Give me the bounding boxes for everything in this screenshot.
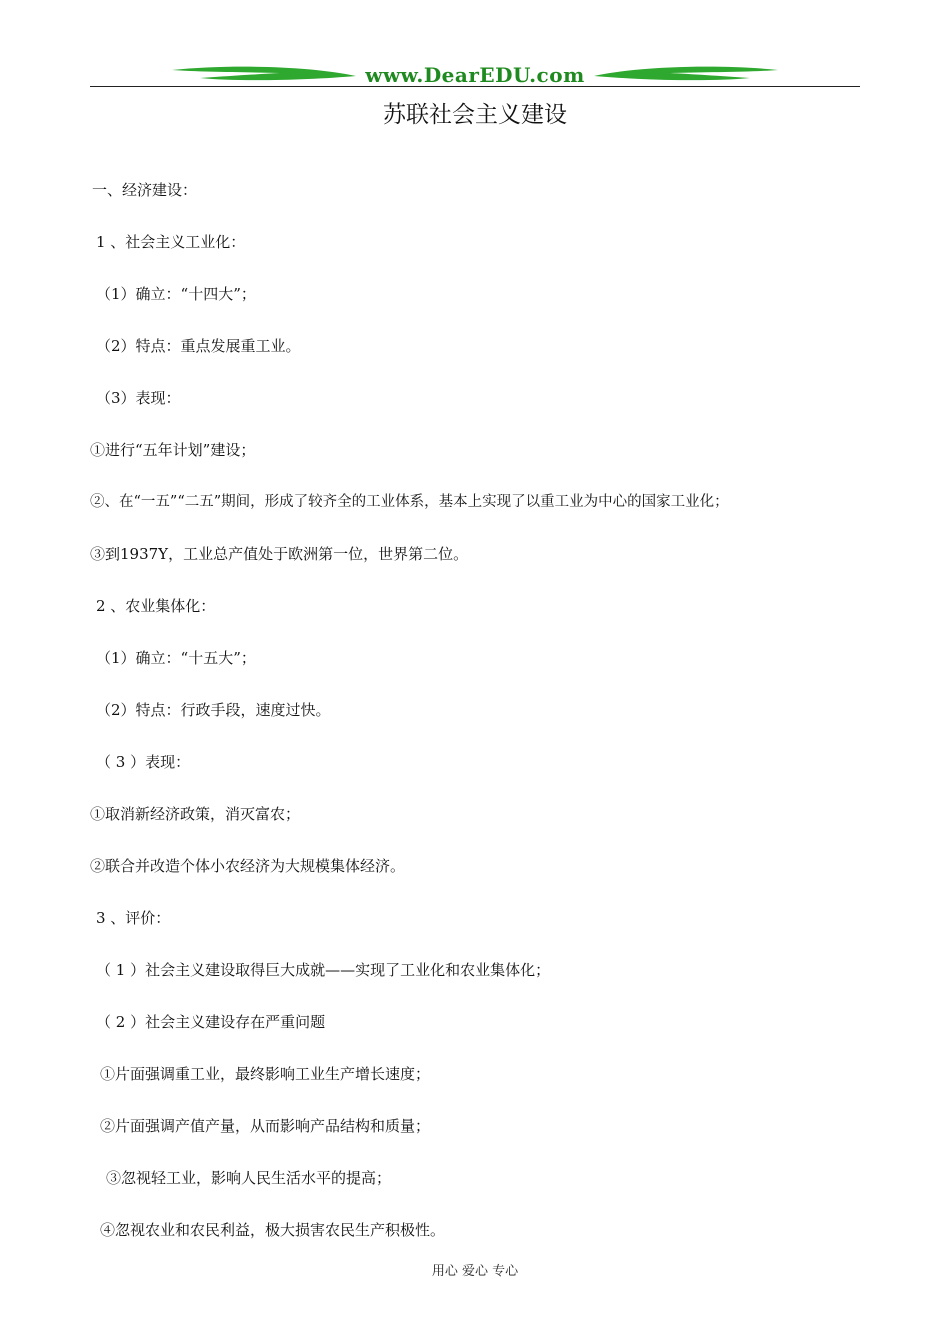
subsection-heading: 2 、农业集体化： xyxy=(96,597,216,615)
document-title: 苏联社会主义建设 xyxy=(383,102,567,128)
text-line: ②片面强调产值产量，从而影响产品结构和质量； xyxy=(100,1117,431,1135)
text-line: （ 1 ）社会主义建设取得巨大成就——实现了工业化和农业集体化； xyxy=(96,961,551,979)
text-line: （ 3 ）表现： xyxy=(96,753,191,771)
text-line: ①取消新经济政策，消灭富农； xyxy=(90,805,301,823)
subsection-heading: 1 、社会主义工业化： xyxy=(96,233,246,251)
page-footer: 用心 爱心 专心 xyxy=(431,1264,519,1279)
text-line: （3）表现： xyxy=(96,389,181,407)
text-line: （1）确立：“十四大”； xyxy=(96,285,256,303)
text-line: （ 2 ）社会主义建设存在严重问题 xyxy=(96,1013,326,1031)
subsection-heading: 3 、评价： xyxy=(96,909,171,927)
section-heading: 一、经济建设： xyxy=(92,181,198,199)
text-line: ①片面强调重工业，最终影响工业生产增长速度； xyxy=(100,1065,431,1083)
text-line: ③忽视轻工业，影响人民生活水平的提高； xyxy=(106,1169,392,1187)
text-line: ①进行“五年计划”建设； xyxy=(90,441,256,459)
text-line: ②联合并改造个体小农经济为大规模集体经济。 xyxy=(90,857,406,875)
text-line: ④忽视农业和农民利益，极大损害农民生产积极性。 xyxy=(100,1221,446,1239)
text-line: （2）特点：行政手段，速度过快。 xyxy=(96,701,331,719)
text-line: （2）特点：重点发展重工业。 xyxy=(96,337,301,355)
text-line: ③到1937Y，工业总产值处于欧洲第一位，世界第二位。 xyxy=(90,545,469,563)
text-line: ②、在“一五”“二五”期间，形成了较齐全的工业体系，基本上实现了以重工业为中心的国家工业化； xyxy=(90,494,729,510)
site-logo xyxy=(170,60,780,92)
text-line: （1）确立：“十五大”； xyxy=(96,649,256,667)
logo-text: www.DearEDU.com xyxy=(365,63,585,87)
